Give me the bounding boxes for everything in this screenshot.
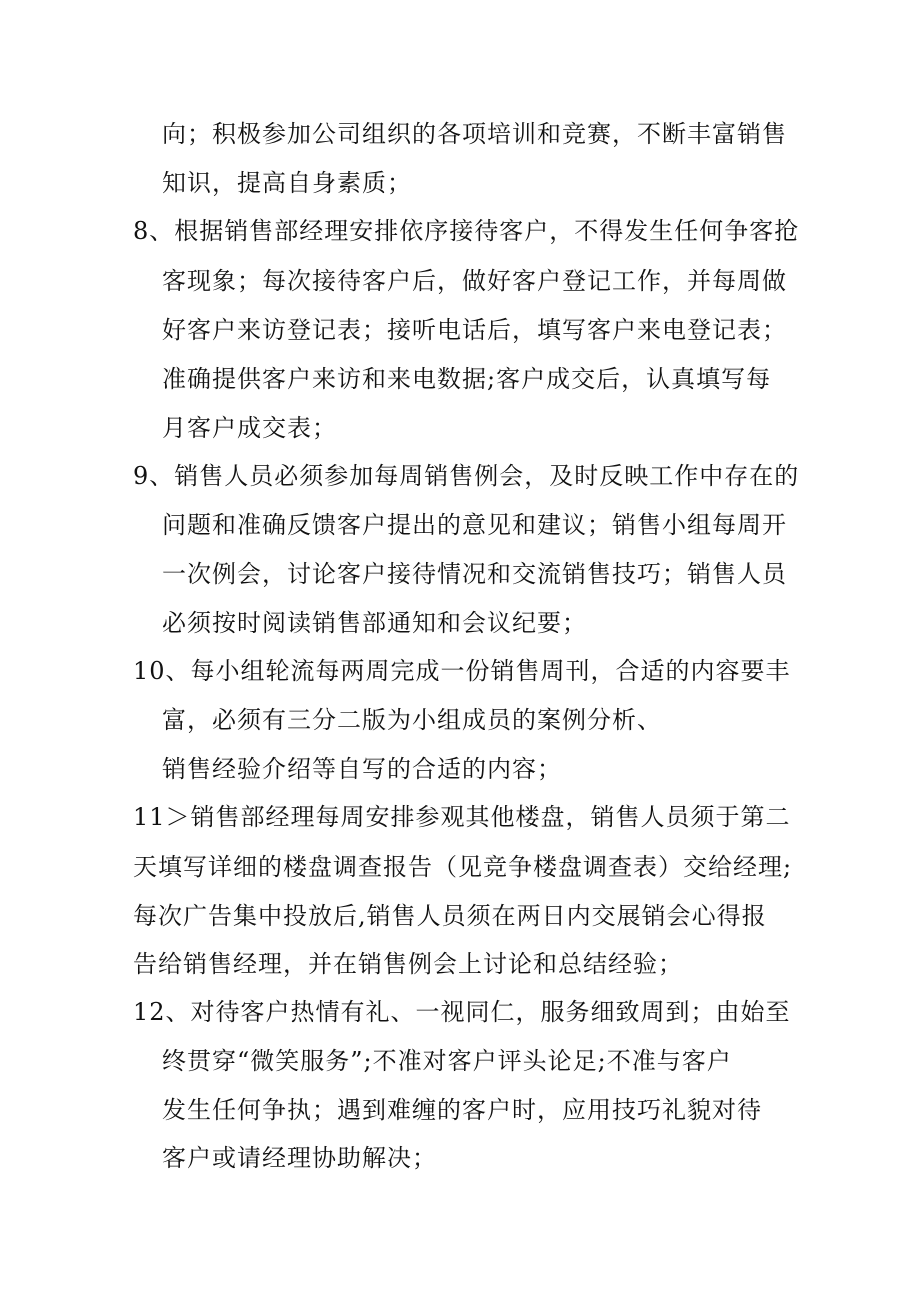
text-line: 准确提供客户来访和来电数据;客户成交后，认真填写每 [162,365,772,393]
text-line: 知识，提高自身素质； [162,169,412,197]
text-line: 富，必须有三分二版为小组成员的案例分析、 [162,706,662,734]
list-item-11: 11＞销售部经理每周安排参观其他楼盘，销售人员须于第二 [133,803,791,831]
text-line: 客现象；每次接待客户后，做好客户登记工作，并每周做 [162,267,787,295]
text-line: 一次例会，讨论客户接待情况和交流销售技巧；销售人员 [162,560,787,588]
text-line: 告给销售经理，并在销售例会上讨论和总结经验； [133,950,683,978]
list-item-8: 8、根据销售部经理安排依序接待客户，不得发生任何争客抢 [133,217,800,245]
text-line: 好客户来访登记表；接听电话后，填写客户来电登记表； [162,316,787,344]
list-item-9: 9、销售人员必须参加每周销售例会，及时反映工作中存在的 [133,462,800,490]
text-line: 天填写详细的楼盘调查报告（见竞争楼盘调查表）交给经理; [133,853,793,881]
list-item-10: 10、每小组轮流每两周完成一份销售周刊，合适的内容要丰 [133,657,791,685]
text-line: 销售经验介绍等自写的合适的内容； [162,755,562,783]
text-line: 每次广告集中投放后,销售人员须在两日内交展销会心得报 [133,902,767,930]
list-item-12: 12、对待客户热情有礼、一视同仁，服务细致周到；由始至 [133,998,791,1026]
text-line: 发生任何争执；遇到难缠的客户时，应用技巧礼貌对待 [162,1096,762,1124]
text-line: 必须按时阅读销售部通知和会议纪要； [162,609,587,637]
text-line: 终贯穿“微笑服务”;不准对客户评头论足;不准与客户 [162,1047,732,1075]
text-line: 月客户成交表； [162,414,337,442]
text-line: 问题和准确反馈客户提出的意见和建议；销售小组每周开 [162,511,787,539]
text-line: 客户或请经理协助解决； [162,1144,437,1172]
text-line: 向；积极参加公司组织的各项培训和竞赛，不断丰富销售 [162,120,787,148]
